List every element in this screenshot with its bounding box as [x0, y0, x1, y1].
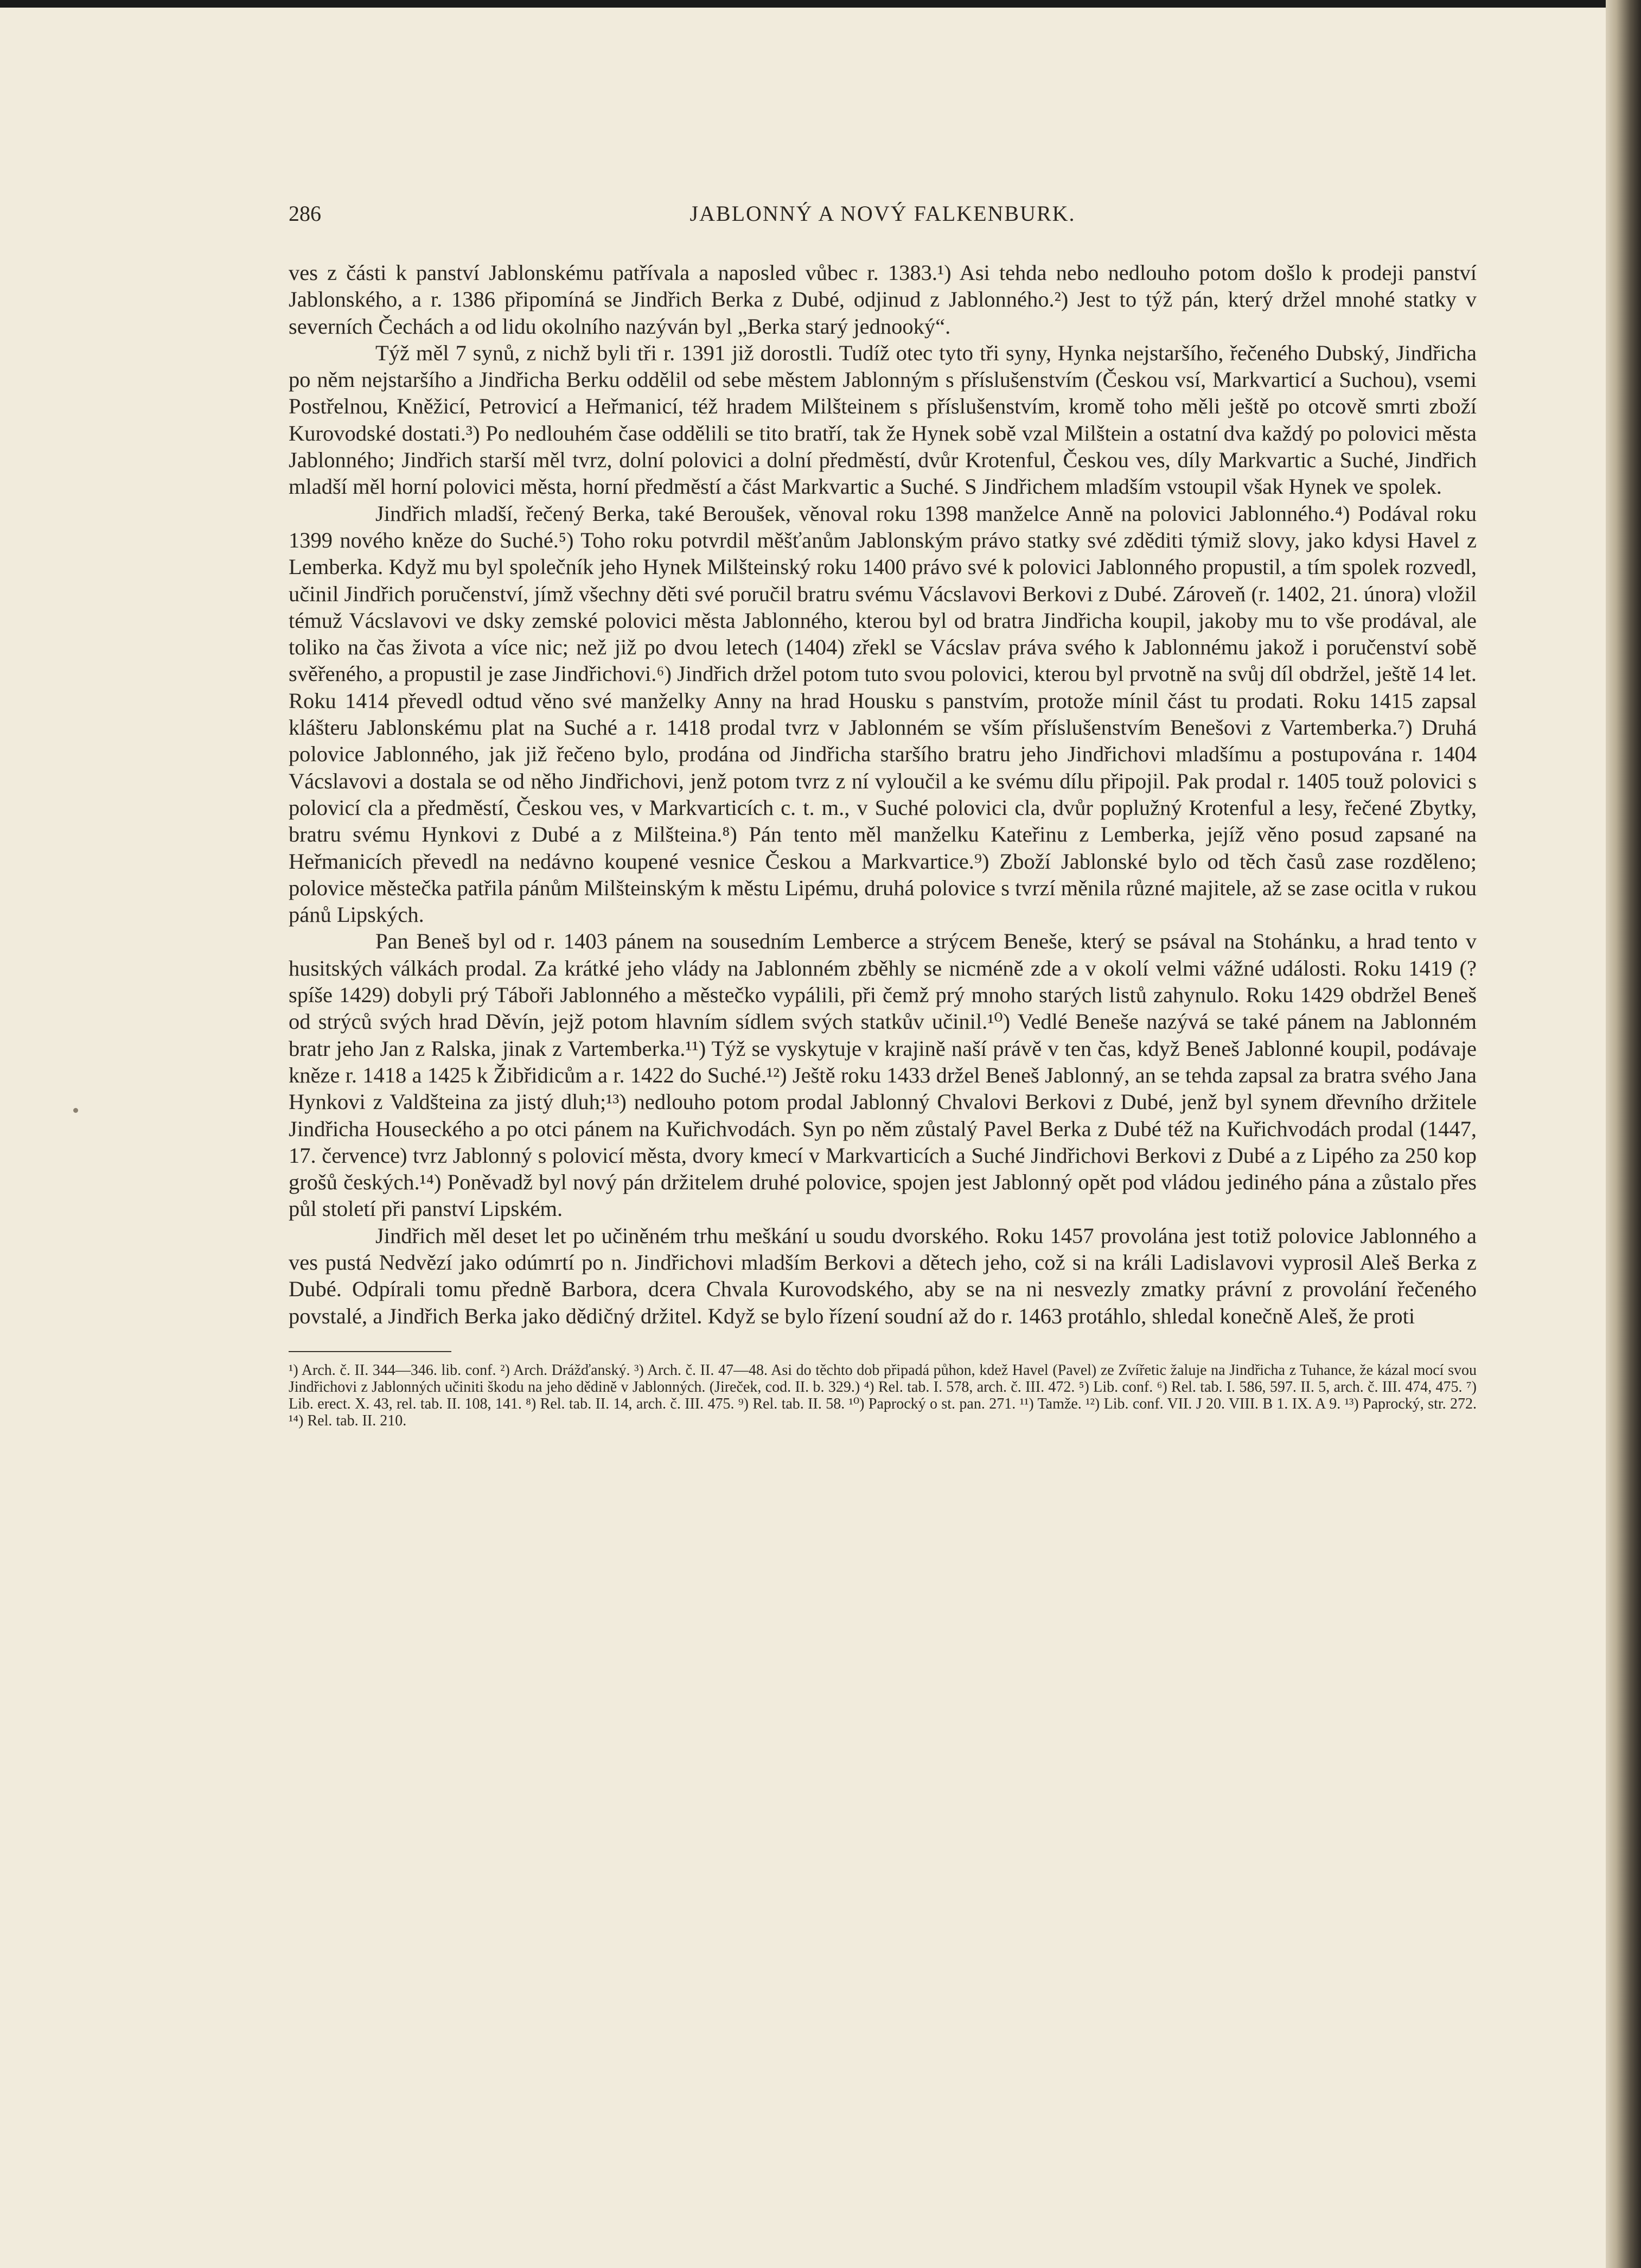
footnotes: [289, 1362, 1477, 1429]
paragraph-4: Pan Beneš byl od r. 1403 pánem na sousedním Lemberce a strýcem Beneše, který se psával na Stohánku, a hrad tento v husitských válkách prodal. Za krátké jeho vlády na Jablonném zběhly se nicméně zde a v okolí velmi vážné události. Roku 1419 (? spíše 1429) dobyli prý Táboři Jablonného a městečko vypálili, při čemž prý mnoho starých listů zahynulo. Roku 1429 obdržel Beneš od strýců svých hrad Děvín, jejž potom hlavním sídlem svých statkův učinil.¹⁰) Vedlé Beneše nazývá se také pánem na Jablonném bratr jeho Jan z Ralska, jinak z Vartemberka.¹¹) Týž se vyskytuje v krajině naší právě v ten čas, když Beneš Jablonné koupil, podávaje kněze r. 1418 a 1425 k Žibřidicům a r. 1422 do Suché.¹²) Ještě roku 1433 držel Beneš Jablonný, an se tehda zapsal za bratra svého Jana Hynkovi z Valdšteina za jistý dluh;¹³) nedlouho potom prodal Jablonný Chvalovi Berkovi z Dubé, jenž byl synem dřevního držitele Jindřicha Houseckého a po otci pánem na Kuřichvodách. Syn po něm zůstalý Pavel Berka z Dubé též na Kuřichvodách prodal (1447, 17. července) tvrz Jablonný s polovicí města, dvory kmecí v Markvarticích a Suché Jindřichovi Berkovi z Dubé a z Lipého za 250 kop grošů českých.¹⁴) Poněvadž byl nový pán držitelem druhé polovice, spojen jest Jablonný opět pod vládou jediného pána a zůstalo přes půl století při panství Lipském.: [289, 929, 1477, 1221]
footnote-rule: [289, 1351, 451, 1352]
running-head: [289, 201, 1477, 239]
paragraph-2: Týž měl 7 synů, z nichž byli tři r. 1391 již dorostli. Tudíž otec tyto tři syny, Hynka nejstaršího, řečeného Dubský, Jindřicha po něm nejstaršího a Jindřicha Berku oddělil od sebe městem Jablonným s příslušenstvím (Českou vsí, Markvarticí a Suchou), vsemi Postřelnou, Kněžicí, Petrovicí a Heřmanicí, též hradem Milšteinem s příslušenstvím, kromě toho měli ještě po otcově smrti zboží Kurovodské dostati.³) Po nedlouhém čase oddělili se tito bratří, tak že Hynek sobě vzal Milštein a ostatní dva každý po polovici města Jablonného; Jindřich starší měl tvrz, dolní polovici a dolní předměstí, dvůr Krotenful, Českou ves, díly Markvartic a Suché, Jindřich mladší měl horní polovici města, horní předměstí a část Markvartic a Suché. S Jindřichem mladším vstoupil však Hynek ve spolek.: [289, 340, 1477, 499]
page-number: 286: [289, 201, 321, 226]
paper-speck: [73, 1108, 78, 1113]
running-title: JABLONNÝ A NOVÝ FALKENBURK.: [689, 201, 1076, 226]
paragraph-1: ves z části k panství Jablonskému patřívala a naposled vůbec r. 1383.¹) Asi tehda nebo nedlouho potom došlo k prodeji panství Jablonského, a r. 1386 připomíná se Jindřich Berka z Dubé, odjinud z Jablonného.²) Jest to týž pán, který držel mnohé statky v severních Čechách a od lidu okolního nazýván byl „Berka starý jednooký“.: [289, 260, 1477, 339]
book-binding-edge: [1606, 0, 1641, 2268]
paragraph-3: Jindřich mladší, řečený Berka, také Beroušek, věnoval roku 1398 manželce Anně na polovici Jablonného.⁴) Podával roku 1399 nového kněze do Suché.⁵) Toho roku potvrdil měšťanům Jablonským právo statky své zděditi týmiž slovy, jako kdysi Havel z Lemberka. Když mu byl společník jeho Hynek Milšteinský roku 1400 právo své k polovici Jablonného propustil, a tím spolek rozvedl, učinil Jindřich poručenství, jímž všechny děti své poručil bratru svému Vácslavovi Berkovi z Dubé. Zároveň (r. 1402, 21. února) vložil témuž Vácslavovi ve dsky zemské polovici města Jablonného, kterou byl od bratra Jindřicha koupil, jakoby mu to vše prodával, ale toliko na čas života a více nic; než již po dvou letech (1404) zřekl se Vácslav práva svého k Jablonnému jakož i poručenství sobě svěřeného, a propustil je zase Jindřichovi.⁶) Jindřich držel potom tuto svou polovici, kterou byl prvotně na svůj díl obdržel, ještě 14 let. Roku 1414 převedl odtud věno své manželky Anny na hrad Housku s panstvím, protože mínil část tu prodati. Roku 1415 zapsal klášteru Jablonskému plat na Suché a r. 1418 prodal tvrz v Jablonném se vším příslušenstvím Benešovi z Vartemberka.⁷) Druhá polovice Jablonného, jak již řečeno bylo, prodána od Jindřicha staršího bratru jeho Jindřichovi mladšímu a postupována r. 1404 Vácslavovi a dostala se od něho Jindřichovi, jenž potom tvrz z ní vyloučil a ke svému dílu připojil. Pak prodal r. 1405 touž polovici s polovicí cla a předměstí, Českou ves, v Markvarticích c. t. m., v Suché polovici cla, dvůr poplužný Krotenful a lesy, řečené Zbytky, bratru svému Hynkovi z Dubé a z Milšteina.⁸) Pán tento měl manželku Kateřinu z Lemberka, jejíž věno posud zapsané na Heřmanicích převedl na nedávno koupené vesnice Českou a Markvartice.⁹) Zboží Jablonské bylo od těch časů zase rozděleno; polovice městečka patřila pánům Milšteinským k městu Lipému, druhá polovice s tvrzí měnila různé majitele, až se zase ocitla v rukou pánů Lipských.: [289, 501, 1477, 927]
page-content: [289, 201, 1477, 1429]
body-text: [289, 259, 1477, 1329]
paragraph-5: Jindřich měl deset let po učiněném trhu meškání u soudu dvorského. Roku 1457 provolána jest totiž polovice Jablonného a ves pustá Nedvězí jako odúmrtí po n. Jindřichovi mladším Berkovi a dětech jeho, což si na králi Ladislavovi vyprosil Aleš Berka z Dubé. Odpírali tomu předně Barbora, dcera Chvala Kurovodského, aby se na ni nesvezly zmatky právní z provolání řečeného povstalé, a Jindřich Berka jako dědičný držitel. Když se bylo řízení soudní až do r. 1463 protáhlo, shledal konečně Aleš, že proti: [289, 1223, 1477, 1328]
footnote-block: ¹) Arch. č. II. 344—346. lib. conf. ²) Arch. Drážďanský. ³) Arch. č. II. 47—48. Asi do těchto dob připadá půhon, kdež Havel (Pavel) ze Zvířetic žaluje na Jindřicha z Tuhance, že kázal mocí svou Jindřichovi z Jablonných učiniti škodu na jeho dědině v Jablonných. (Jireček, cod. II. b. 329.) ⁴) Rel. tab. I. 578, arch. č. III. 472. ⁵) Lib. conf. ⁶) Rel. tab. I. 586, 597. II. 5, arch. č. III. 474, 475. ⁷) Lib. erect. X. 43, rel. tab. II. 108, 141. ⁸) Rel. tab. II. 14, arch. č. III. 475. ⁹) Rel. tab. II. 58. ¹⁰) Paprocký o st. pan. 271. ¹¹) Tamže. ¹²) Lib. conf. VII. J 20. VIII. B 1. IX. A 9. ¹³) Paprocký, str. 272. ¹⁴) Rel. tab. II. 210.: [289, 1361, 1477, 1429]
scan-top-edge: [0, 0, 1606, 8]
